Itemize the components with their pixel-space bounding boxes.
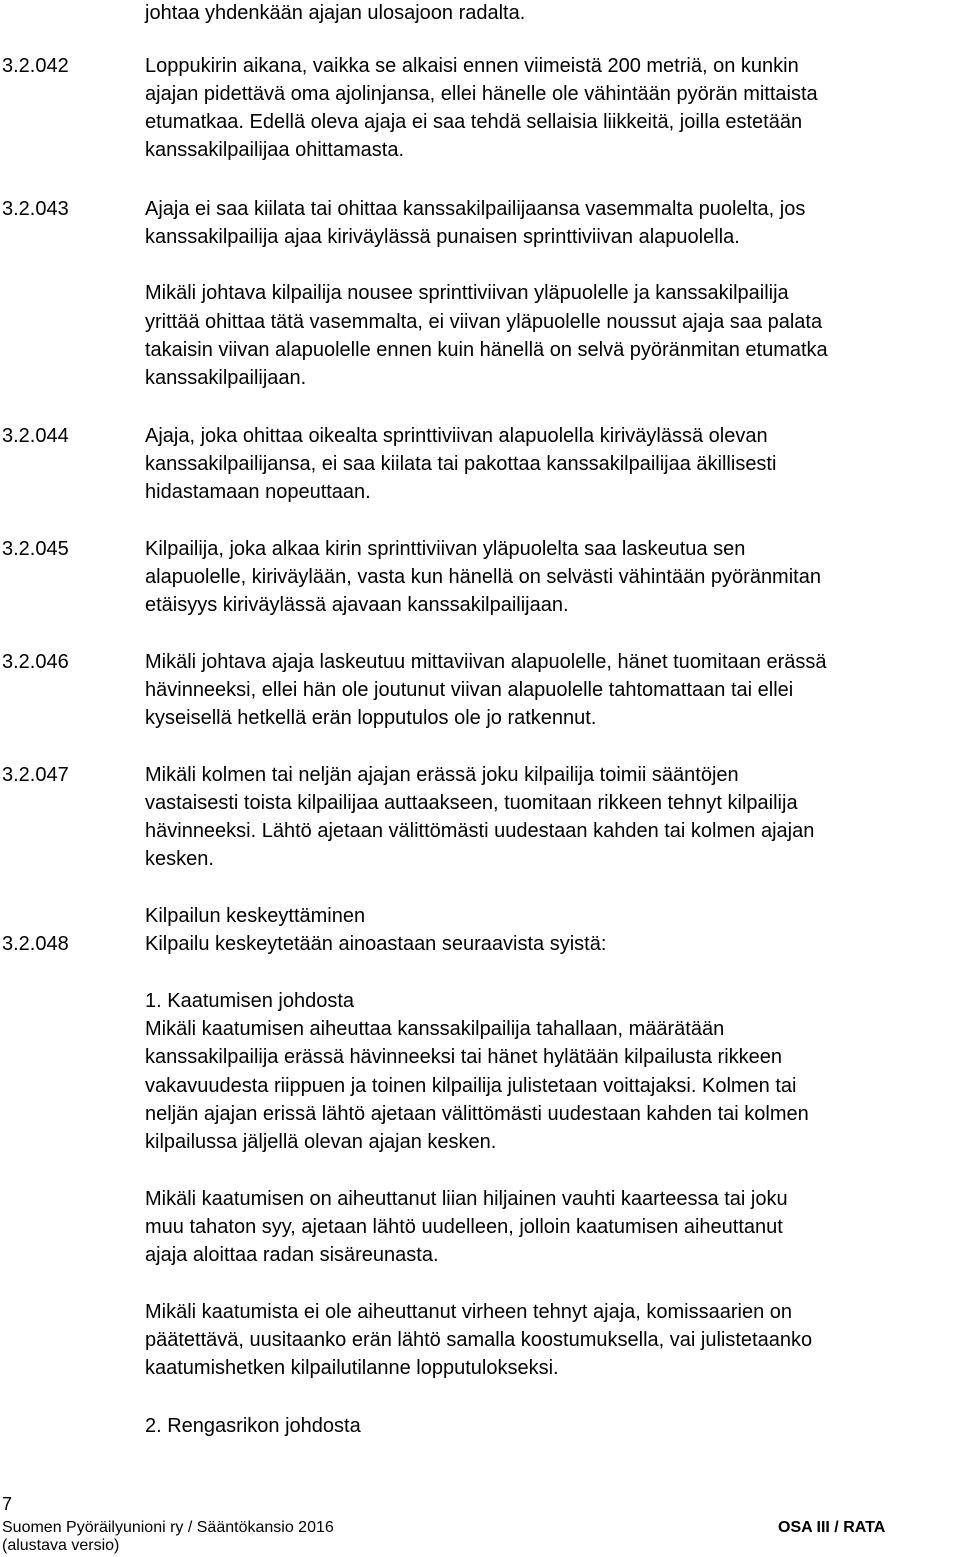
rule-number: 3.2.042 xyxy=(2,55,69,77)
body-text-line: neljän ajajan erissä lähtö ajetaan välittömästi uudestaan kahden tai kolmen xyxy=(145,1103,809,1125)
body-text-line: alapuolelle, kiriväylään, vasta kun hänellä on selvästi vähintään pyöränmitan xyxy=(145,566,821,588)
body-text-line: Mikäli kaatumisen aiheuttaa kanssakilpailija tahallaan, määrätään xyxy=(145,1018,725,1040)
rule-number: 3.2.047 xyxy=(2,764,69,786)
body-text-line: johtaa yhdenkään ajajan ulosajoon radalta. xyxy=(145,2,526,24)
body-text-line: etäisyys kiriväylässä ajavaan kanssakilpailijaan. xyxy=(145,594,569,616)
body-text-line: etumatkaa. Edellä oleva ajaja ei saa tehdä sellaisia liikkeitä, joilla estetään xyxy=(145,111,803,133)
list-item-title: 1. Kaatumisen johdosta xyxy=(145,990,355,1012)
body-text-line: Mikäli johtava kilpailija nousee sprinttiviivan yläpuolelle ja kanssakilpailija xyxy=(145,282,789,304)
body-text-line: Ajaja ei saa kiilata tai ohittaa kanssakilpailijaansa vasemmalta puolelta, jos xyxy=(145,198,806,220)
body-text-line: ajaja aloittaa radan sisäreunasta. xyxy=(145,1244,439,1266)
footer-version: (alustava versio) xyxy=(2,1537,120,1554)
list-item-title: 2. Rengasrikon johdosta xyxy=(145,1415,361,1437)
rule-number: 3.2.043 xyxy=(2,198,69,220)
body-text-line: Kilpailija, joka alkaa kirin sprinttiviivan yläpuolelta saa laskeutua sen xyxy=(145,538,746,560)
body-text-line: Mikäli johtava ajaja laskeutuu mittaviivan alapuolelle, hänet tuomitaan erässä xyxy=(145,651,827,673)
body-text-line: kaatumishetken kilpailutilanne lopputulokseksi. xyxy=(145,1357,559,1379)
rule-number: 3.2.048 xyxy=(2,933,69,955)
footer-org: Suomen Pyöräilyunioni ry / Sääntökansio 2016 xyxy=(2,1519,334,1536)
body-text-line: hidastamaan nopeuttaan. xyxy=(145,481,371,503)
body-text-line: vastaisesti toista kilpailijaa auttaakseen, tuomitaan rikkeen tehnyt kilpailija xyxy=(145,792,798,814)
body-text-line: kanssakilpailija erässä hävinneeksi tai hänet hylätään kilpailusta rikkeen xyxy=(145,1046,783,1068)
rule-number: 3.2.045 xyxy=(2,538,69,560)
body-text-line: kanssakilpailija ajaa kiriväylässä punaisen sprinttiviivan alapuolella. xyxy=(145,226,740,248)
body-text-line: Mikäli kaatumista ei ole aiheuttanut virheen tehnyt ajaja, komissaarien on xyxy=(145,1301,793,1323)
body-text-line: Loppukirin aikana, vaikka se alkaisi ennen viimeistä 200 metriä, on kunkin xyxy=(145,55,799,77)
body-text-line: kyseisellä hetkellä erän lopputulos ole jo ratkennut. xyxy=(145,707,597,729)
body-text-line: kesken. xyxy=(145,848,214,870)
body-text-line: ajajan pidettävä oma ajolinjansa, ellei hänelle ole vähintään pyörän mittaista xyxy=(145,83,818,105)
body-text-line: kanssakilpailijaan. xyxy=(145,367,307,389)
body-text-line: vakavuudesta riippuen ja toinen kilpailija julistetaan voittajaksi. Kolmen tai xyxy=(145,1075,797,1097)
body-text-line: Ajaja, joka ohittaa oikealta sprinttiviivan alapuolella kiriväylässä olevan xyxy=(145,425,768,447)
body-text-line: Mikäli kolmen tai neljän ajajan erässä joku kilpailija toimii sääntöjen xyxy=(145,764,739,786)
body-text-line: kanssakilpailijansa, ei saa kiilata tai pakottaa kanssakilpailijaa äkillisesti xyxy=(145,453,777,475)
body-text-line: takaisin viivan alapuolelle ennen kuin hänellä on selvä pyöränmitan etumatka xyxy=(145,339,828,361)
body-text-line: kanssakilpailijaa ohittamasta. xyxy=(145,139,405,161)
body-text-line: hävinneeksi. Lähtö ajetaan välittömästi uudestaan kahden tai kolmen ajajan xyxy=(145,820,815,842)
rule-number: 3.2.044 xyxy=(2,425,69,447)
body-text-line: yrittää ohittaa tätä vasemmalta, ei viivan yläpuolelle noussut ajaja saa palata xyxy=(145,311,823,333)
footer-section: OSA III / RATA xyxy=(778,1519,886,1536)
body-text-line: hävinneeksi, ellei hän ole joutunut viivan alapuolelle tahtomattaan tai ellei xyxy=(145,679,794,701)
body-text-line: Kilpailu keskeytetään ainoastaan seuraavista syistä: xyxy=(145,933,607,955)
page-number: 7 xyxy=(2,1494,13,1514)
body-text-line: Mikäli kaatumisen on aiheuttanut liian hiljainen vauhti kaarteessa tai joku xyxy=(145,1188,788,1210)
rule-number: 3.2.046 xyxy=(2,651,69,673)
section-heading: Kilpailun keskeyttäminen xyxy=(145,905,366,927)
body-text-line: kilpailussa jäljellä olevan ajajan kesken. xyxy=(145,1131,497,1153)
body-text-line: muu tahaton syy, ajetaan lähtö uudelleen, jolloin kaatumisen aiheuttanut xyxy=(145,1216,783,1238)
body-text-line: päätettävä, uusitaanko erän lähtö samalla koostumuksella, vai julistetaanko xyxy=(145,1329,813,1351)
